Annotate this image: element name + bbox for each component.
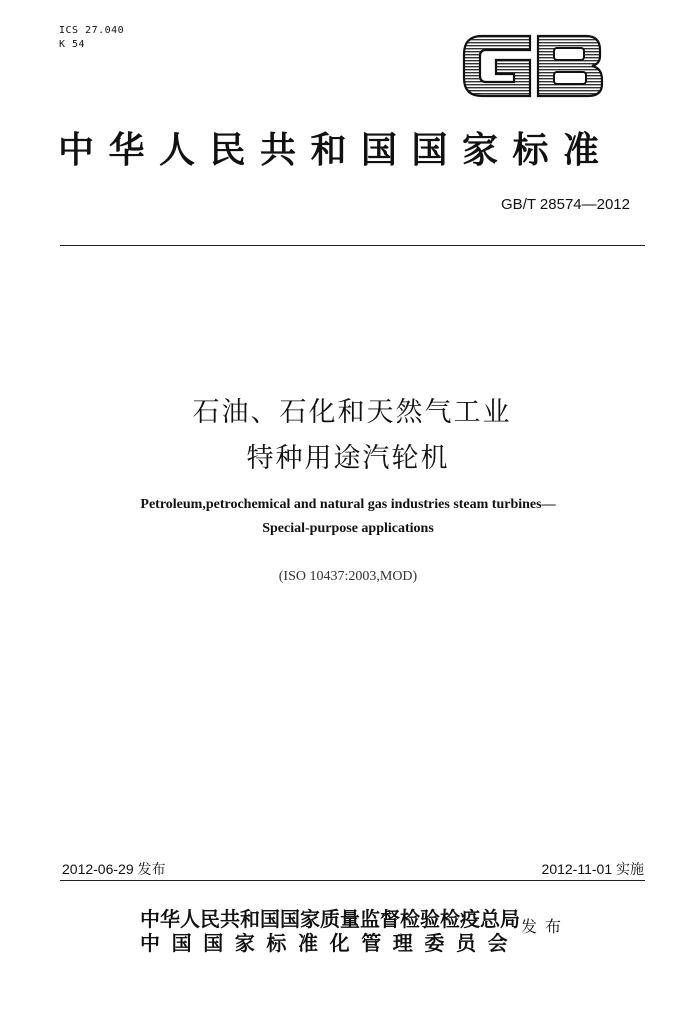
- gb-logo: [460, 30, 606, 102]
- chinese-title-line-2: 特种用途汽轮机: [246, 443, 450, 474]
- gb-logo-g-shape: [464, 36, 530, 96]
- publish-label: 发布: [521, 917, 570, 936]
- english-title-line-2: Special-purpose applications: [262, 521, 434, 536]
- iso-reference: (ISO 10437:2003,MOD): [278, 569, 418, 584]
- classification-codes: [59, 24, 124, 52]
- header-divider: [60, 245, 645, 246]
- footer-divider: [60, 880, 645, 881]
- issuer-line-1: 中华人民共和国国家质量监督检验检疫总局: [140, 907, 520, 931]
- standard-number: GB/T 28574—2012: [501, 196, 630, 213]
- english-title-line-1: Petroleum,petrochemical and natural gas industries steam turbines—: [140, 497, 556, 512]
- chinese-title-line-1: 石油、石化和天然气工业: [192, 397, 512, 428]
- issuer-line-2: 中国国家标准化管理委员会: [140, 931, 520, 955]
- ccs-code: K 54: [59, 39, 86, 50]
- issue-date: 2012-06-29 发布: [62, 861, 166, 877]
- implementation-date: 2012-11-01 实施: [541, 861, 644, 877]
- ics-code: ICS 27.040: [59, 25, 125, 36]
- gb-logo-b-shape: [538, 36, 602, 96]
- national-standard-title: 中华人民共和国国家标准: [58, 129, 614, 171]
